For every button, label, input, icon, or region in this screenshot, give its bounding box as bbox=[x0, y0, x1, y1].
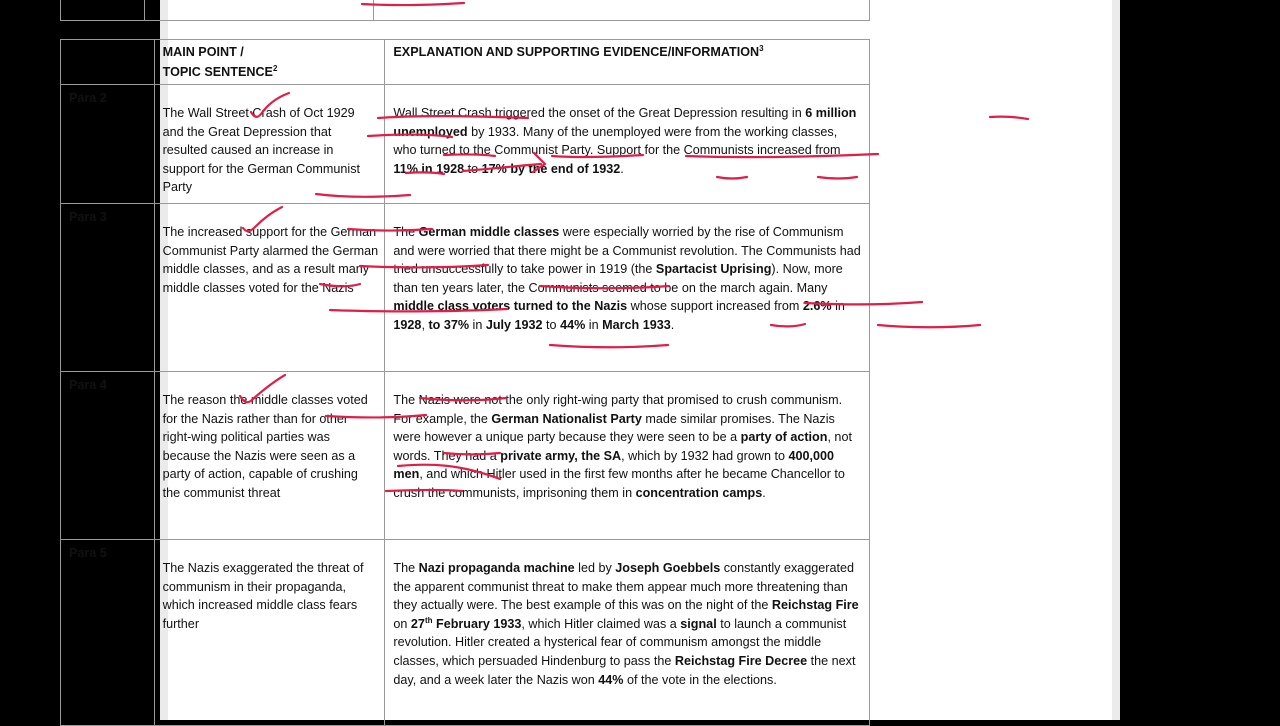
text-run: whose support increased from bbox=[627, 299, 803, 314]
header-explanation-label: EXPLANATION AND SUPPORTING EVIDENCE/INFORMATION bbox=[393, 45, 760, 59]
header-main-point-line1: MAIN POINT / bbox=[162, 45, 244, 59]
bold-text: middle class voters turned to the Nazis bbox=[393, 299, 628, 314]
bold-text: Nazi propaganda machine bbox=[418, 560, 575, 575]
bold-text: Reichstag Fire bbox=[771, 598, 859, 613]
text-run: The bbox=[393, 560, 419, 575]
text-run: . bbox=[670, 317, 675, 332]
text-run: constantly exaggerated the apparent communist threat to make them appear much more threatening than they actually were. The best example of this was on the night of the bbox=[393, 560, 854, 613]
bold-text: 1928 bbox=[393, 317, 422, 332]
text-run: , which by 1932 had grown to bbox=[621, 448, 789, 463]
bold-text: February 1933 bbox=[432, 616, 522, 631]
text-run: ). Now, more than ten years later, the Communists seemed to be on the march again. Many bbox=[393, 262, 843, 295]
text-run: to bbox=[542, 317, 561, 332]
essay-plan-table bbox=[60, 39, 870, 726]
text-run: made similar promises. The Nazis were however a unique party because they were seen to be a bbox=[393, 411, 835, 445]
header-main-point-line2: TOPIC SENTENCE bbox=[162, 65, 273, 79]
text-run: of the vote in the elections. bbox=[623, 672, 777, 687]
para-label: Para 4 bbox=[61, 371, 155, 539]
bold-text: German Nationalist Party bbox=[491, 411, 642, 426]
text-run: , which Hitler claimed was a bbox=[521, 616, 681, 631]
para-label: Para 3 bbox=[61, 203, 155, 371]
bold-text: German middle classes bbox=[418, 224, 560, 239]
text-run: in bbox=[585, 317, 603, 332]
table-row bbox=[61, 85, 870, 204]
text-run: led by bbox=[574, 560, 616, 575]
bold-text: 400,000 men bbox=[393, 448, 834, 482]
main-point-cell: The Nazis exaggerated the threat of communism in their propaganda, which increased middle class fears further bbox=[154, 539, 385, 725]
text-run: , bbox=[421, 317, 429, 332]
bold-text: Spartacist Uprising bbox=[655, 262, 772, 277]
bold-text: signal bbox=[680, 616, 717, 631]
table-row bbox=[61, 371, 870, 539]
bold-text: 44% bbox=[560, 317, 586, 332]
bold-text: 27 bbox=[410, 616, 425, 631]
bold-text: private army, the SA bbox=[500, 448, 622, 463]
header-main-point-footnote: 2 bbox=[272, 63, 278, 73]
text-run: , not words. They had a bbox=[393, 430, 852, 463]
previous-table-fragment bbox=[60, 0, 870, 21]
text-run: Wall Street Crash triggered the onset of the Great Depression resulting in bbox=[393, 106, 806, 120]
bold-text: July 1932 bbox=[485, 317, 543, 332]
bold-text: 2.6% bbox=[802, 299, 832, 314]
bold-text: party of action bbox=[740, 430, 828, 445]
para-label: Para 5 bbox=[61, 539, 155, 725]
explanation-cell bbox=[385, 85, 870, 204]
explanation-cell bbox=[385, 371, 870, 539]
bold-text: Joseph Goebbels bbox=[615, 560, 721, 575]
bold-text: March 1933 bbox=[602, 317, 671, 332]
text-run: in bbox=[831, 299, 845, 314]
prev-cell-3 bbox=[373, 0, 869, 21]
text-run: the next day, and a week later the Nazis won bbox=[393, 653, 856, 687]
main-point-cell: The reason the middle classes voted for the Nazis rather than for other right-wing political parties was because the Nazis were seen as a party of action, capable of crushing the communist threat bbox=[154, 371, 385, 539]
bold-text: 17% by the end of 1932 bbox=[481, 161, 621, 176]
text-run: in bbox=[469, 317, 486, 332]
main-point-cell: The Wall Street Crash of Oct 1929 and the Great Depression that resulted caused an increase in support for the German Communist Party bbox=[154, 85, 385, 204]
text-run: The Nazis were not the only right-wing party that promised to crush communism. For example, the bbox=[393, 392, 843, 426]
bold-text: 6 million unemployed bbox=[393, 106, 857, 139]
main-point-cell: The increased support for the German Communist Party alarmed the German middle classes, and as a result many middle classes voted for the Nazis bbox=[154, 203, 385, 371]
bold-text: concentration camps bbox=[635, 485, 763, 500]
bold-text: 44% bbox=[598, 672, 624, 687]
bold-text: th bbox=[424, 615, 433, 625]
explanation-cell bbox=[385, 203, 870, 371]
prev-cell-2 bbox=[144, 0, 373, 21]
text-run: The bbox=[393, 224, 419, 239]
explanation-cell bbox=[385, 539, 870, 725]
text-run: by 1933. Many of the unemployed were from the working classes, who turned to the Communist Party. Support for the Communists increased from bbox=[393, 124, 841, 158]
prev-cell-1 bbox=[61, 0, 145, 21]
bold-text: 11% in 1928 bbox=[393, 161, 465, 176]
table-row bbox=[61, 203, 870, 371]
text-run: . bbox=[620, 161, 624, 176]
text-run: , and which Hitler used in the first few months after he became Chancellor to crush the communists, imprisoning them in bbox=[393, 467, 845, 500]
text-run: to bbox=[464, 161, 482, 176]
text-run: were especially worried by the rise of Communism and were worried that there might be a Communist revolution. The Communists had tried unsuccessfully to take power in 1919 (the bbox=[393, 224, 861, 277]
para-label: Para 2 bbox=[61, 85, 155, 204]
header-explanation bbox=[385, 40, 870, 85]
header-explanation-footnote: 3 bbox=[759, 43, 764, 53]
bold-text: Reichstag Fire Decree bbox=[674, 653, 808, 668]
header-blank-cell bbox=[61, 40, 155, 85]
header-main-point bbox=[154, 40, 385, 85]
text-run: to launch a communist revolution. Hitler created a hysterical fear of communism amongst the middle classes, which persuaded Hindenburg to pass the bbox=[393, 616, 847, 668]
header-row bbox=[61, 40, 870, 85]
text-run: on bbox=[393, 616, 411, 631]
table-row bbox=[61, 539, 870, 725]
text-run: . bbox=[762, 485, 766, 500]
bold-text: to 37% bbox=[428, 317, 470, 332]
